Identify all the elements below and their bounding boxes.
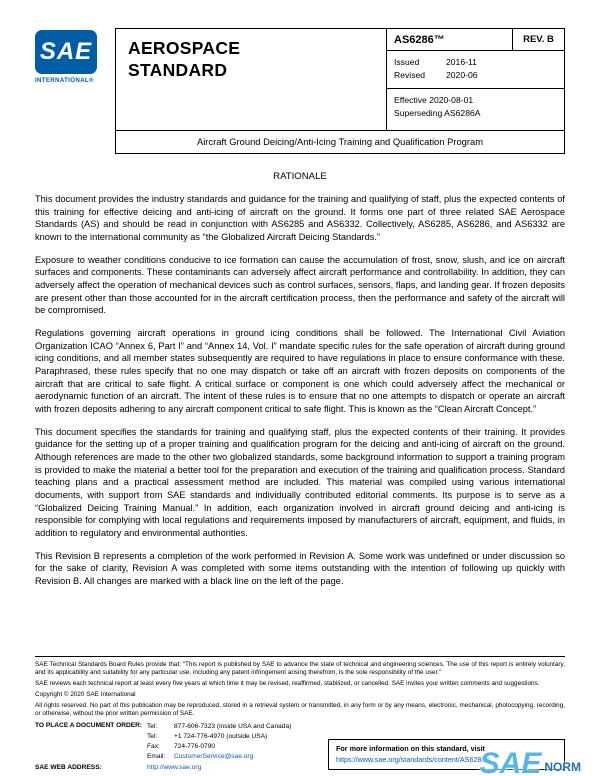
document-type-title [116, 29, 386, 130]
effective-note: Effective 2020-08-01 [394, 94, 474, 105]
rationale-paragraph: This Revision B represents a completion of the work performed in Revision A. Some work was undefined or under discussion so for the sake of clarity, Revision A was completed with some items outstanding with the intention of following up quickly with Revision B. All changes are marked with a black line on the left of the page. [35, 550, 565, 587]
document-header [35, 28, 565, 154]
document-type-line1: AEROSPACE [128, 38, 241, 58]
sae-logo-subtext: INTERNATIONAL® [35, 77, 94, 84]
order-email [147, 752, 291, 762]
saenorm-watermark-sae: SAE [479, 747, 542, 776]
superseding-note: Superseding AS6286A [394, 107, 481, 118]
header-top-row [116, 29, 564, 131]
web-address-link[interactable]: http://www.sae.org [147, 764, 202, 771]
issued-value: 2016-11 [446, 57, 477, 67]
rationale-paragraph: Exposure to weather conditions conducive to ice formation can cause the accumulation of frost, snow, slush, and ice on aircraft surfaces and components. These contaminants can adversely affect aircraft performance and controllability. In addition, they can adversely affect the operation of mechanical devices such as control surfaces, sensors, flaps, and landing gear. If frozen deposits are present other than those accounted for in the aircraft certification process, then the performance and safety of the aircraft will be compromised. [35, 254, 565, 316]
status-block [387, 89, 564, 130]
doc-number: AS6286™ [394, 34, 445, 46]
rationale-paragraph: This document specifies the standards for training and qualifying staff, plus the expected contents of their training. It provides guidance for the setting up of a proper training and qualification program for the deicing and anti-icing of aircraft on the ground. Although references are made to the other two globalized standards, some background information to support a training program is provided to make the material a better tool for the preparation and execution of the training and qualification process. Standard teaching plans and a practical assessment method are included. This material was compiled using various international documents, with support from SAE standards and individually contributed editorial comments. Its purpose is to serve as a “Globalized Deicing Training Manual.” In addition, each organization involved in aircraft ground deicing and anti-icing is responsible for complying with local regulations and requirements imposed by manufacturers of aircraft, equipment, and fluids, in addition to regulatory and environmental authorities. [35, 426, 565, 539]
doc-number-row [387, 29, 564, 51]
order-fax [147, 742, 291, 752]
email-label: Email: [147, 753, 166, 761]
contact-block [35, 722, 581, 776]
issued-label: Issued [394, 57, 420, 67]
sae-logo-block [35, 28, 115, 84]
saenorm-watermark [480, 749, 581, 776]
tel-label: Tel: [147, 723, 158, 731]
info-box-text: For more information on this standard, visit [336, 744, 485, 754]
fax-label: Fax: [147, 743, 160, 751]
tel-value: 877-606-7323 (inside USA and Canada) [174, 723, 292, 731]
rationale-paragraph: This document provides the industry standards and guidance for the training and qualifying of staff, plus the expected contents of this training for effective deicing and anti-icing of aircraft on the ground. It forms one part of three related SAE Aerospace Standards (AS) and should be read in conjunction with AS6285 and AS6332. Collectively, AS6285, AS6286, and AS6332 are known to the international community as “the Globalized Aircraft Deicing Standards.” [35, 194, 565, 243]
info-box-link[interactable]: https://www.sae.org/standards/content/AS6286B [336, 754, 491, 764]
revised-label: Revised [394, 69, 426, 80]
rationale-heading: RATIONALE [273, 171, 327, 182]
rationale-paragraph: Regulations governing aircraft operations in ground icing conditions shall be followed. The International Civil Aviation Organization ICAO “Annex 6, Part I” and “Annex 14, Vol. I” mandate specific rules for the safe operation of aircraft during ground icing conditions, and all member states subsequently are required to have regulations in place to ensure conformance with these. Paraphrased, these rules specify that no one may dispatch or take off an aircraft with frozen deposits on components of the aircraft that are critical to safe flight. A critical surface or component is one which could adversely affect the mechanical or aerodynamic function of an aircraft. The intent of these rules is to ensure that no one attempts to dispatch or operate an aircraft with frozen deposits adhering to any aircraft component critical to safe flight. This is known as the “Clean Aircraft Concept.” [35, 328, 565, 415]
web-address-heading: SAE WEB ADDRESS: [35, 764, 102, 771]
saenorm-watermark-norm: NORM [544, 760, 581, 776]
tsb-notice: SAE Technical Standards Board Rules provide that: “This report is published by SAE to advance the state of technical and engineering sciences. The use of this report is entirely voluntary, and its applicability and suitability for any particular use, including any patent infringement arising therefrom, is the sole responsibility of the user.” [35, 660, 565, 676]
document-footer [35, 656, 581, 776]
footer-divider [35, 656, 565, 657]
document-meta [386, 29, 564, 130]
email-link[interactable]: CustomerService@sae.org [174, 753, 254, 761]
document-type-line2: STANDARD [128, 59, 228, 80]
review-notice: SAE reviews each technical report at least every five years at which time it may be revised, reaffirmed, stabilized, or cancelled. SAE invites your written comments and suggestions. [35, 680, 540, 687]
order-lines [147, 722, 291, 762]
rights-notice: All rights reserved. No part of this publication may be reproduced, stored in a retrieval system or transmitted, in any form or by any means, electronic, mechanical, photocopying, recording, or otherwise, without the prior written permission of SAE. [35, 702, 565, 718]
issued-row [394, 56, 557, 69]
document-title: Aircraft Ground Deicing/Anti-Icing Training and Qualification Program [196, 136, 484, 147]
revised-value: 2020-06 [446, 69, 478, 80]
order-tel-outside [147, 732, 291, 742]
order-heading: TO PLACE A DOCUMENT ORDER: [35, 722, 143, 730]
tel-label: Tel: [147, 733, 158, 741]
tel-value: +1 724-776-4970 (outside USA) [174, 733, 268, 741]
sae-logo-text: SAE [39, 38, 93, 65]
header-table [115, 28, 565, 154]
revised-row [394, 69, 557, 82]
dates-block [387, 51, 564, 89]
order-tel-inside [147, 722, 291, 732]
revision-badge: REV. B [512, 29, 564, 50]
sae-logo [35, 30, 97, 74]
fax-value: 724-776-0790 [174, 743, 216, 751]
copyright-notice: Copyright © 2020 SAE International [35, 691, 136, 699]
